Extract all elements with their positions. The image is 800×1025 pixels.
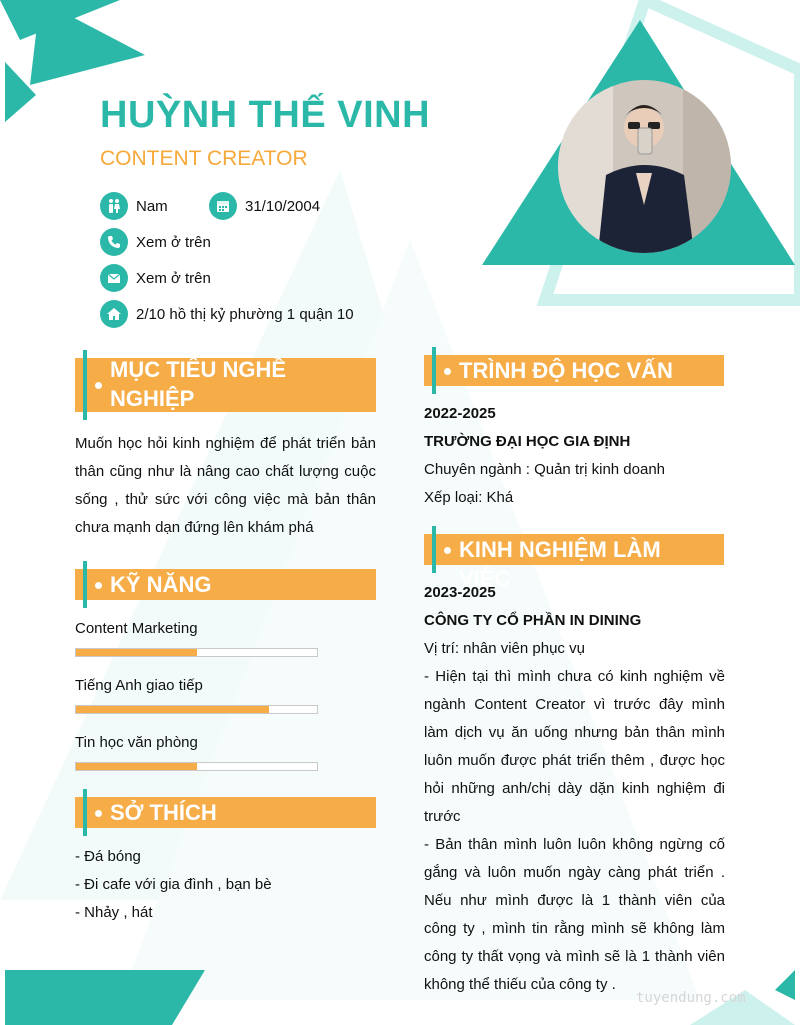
education-title: TRÌNH ĐỘ HỌC VẤN [459, 358, 673, 383]
skill-bar-fill [76, 763, 197, 770]
skill-bar [75, 648, 318, 657]
experience-company: CÔNG TY CỔ PHẦN IN DINING [424, 612, 642, 629]
education-major: Chuyên ngành : Quản trị kinh doanh [424, 461, 666, 478]
phone-row [100, 228, 211, 256]
experience-position: Vị trí: nhân viên phục vụ [424, 640, 585, 657]
bg-triangle-left [5, 62, 36, 122]
education-grade: Xếp loại: Khá [424, 489, 514, 506]
skills-header [75, 569, 376, 600]
experience-title: KINH NGHIỆM LÀM VIỆC [459, 537, 661, 591]
candidate-role: CONTENT CREATOR [100, 147, 308, 170]
address-row [100, 300, 354, 328]
education-period: 2022-2025 [424, 405, 496, 422]
birthday-value: 31/10/2004 [245, 197, 321, 215]
watermark: tuyendung.com [636, 990, 746, 1006]
hobby-item: - Đi cafe với gia đình , bạn bè [75, 876, 272, 893]
experience-block [424, 579, 725, 999]
hobbies-title: SỞ THÍCH [110, 800, 217, 825]
phone-icon [100, 228, 128, 256]
skill-bar-fill [76, 706, 269, 713]
skill-label: Content Marketing [75, 620, 198, 637]
objective-title: MỤC TIÊU NGHỀ NGHIỆP [110, 357, 286, 411]
email-value: Xem ở trên [136, 269, 211, 287]
education-school: TRƯỜNG ĐẠI HỌC GIA ĐỊNH [424, 433, 631, 450]
email-row [100, 264, 211, 292]
phone-value: Xem ở trên [136, 233, 211, 251]
hobby-item: - Đá bóng [75, 848, 141, 865]
hobbies-header [75, 797, 376, 828]
skill-label: Tin học văn phòng [75, 734, 198, 751]
hobby-item: - Nhảy , hát [75, 904, 153, 921]
experience-description-2: - Bản thân mình luôn luôn không ngừng cố gắng và luôn muốn ngày càng phát triển . Nếu như mình được là 1 thành viên của công ty , mình tin rằng mình sẽ không làm công ty thất vọng và mình sẽ là 1 thành viên không thể thiếu của công ty . [424, 836, 725, 993]
education-header [424, 355, 724, 386]
skill-bar [75, 762, 318, 771]
candidate-name: HUỲNH THẾ VINH [100, 94, 431, 136]
objective-text: Muốn học hỏi kinh nghiệm để phát triển bản thân cũng như là nâng cao chất lượng cuộc sống , thử sức với công việc mà bản thân chưa mạnh dạn đứng lên khám phá [75, 435, 376, 536]
bg-triangle-bottom-left [5, 970, 205, 1025]
envelope-icon [100, 264, 128, 292]
education-block [424, 400, 725, 512]
skill-bar-fill [76, 649, 197, 656]
gender-value: Nam [136, 197, 168, 215]
skill-label: Tiếng Anh giao tiếp [75, 677, 203, 694]
skill-bar [75, 705, 318, 714]
hobbies-list [75, 843, 376, 927]
experience-period: 2023-2025 [424, 584, 496, 601]
objective-header [75, 358, 376, 412]
profile-photo [558, 80, 731, 253]
bg-triangle-bottom-right [775, 970, 795, 1000]
experience-header [424, 534, 724, 591]
calendar-icon [209, 192, 237, 220]
home-icon [100, 300, 128, 328]
gender-icon [100, 192, 128, 220]
birthday-row [209, 192, 320, 220]
address-value: 2/10 hồ thị kỷ phường 1 quận 10 [136, 305, 354, 323]
experience-description-1: - Hiện tại thì mình chưa có kinh nghiệm về ngành Content Creator vì trước đây mình làm dịch vụ ăn uống nhưng bản thân mình luôn muốn được phát triển thêm , được học hỏi những anh/chị dày dặn kinh nghiệm đi trước [424, 668, 725, 825]
skills-title: KỸ NĂNG [110, 572, 212, 597]
gender-row [100, 192, 168, 220]
